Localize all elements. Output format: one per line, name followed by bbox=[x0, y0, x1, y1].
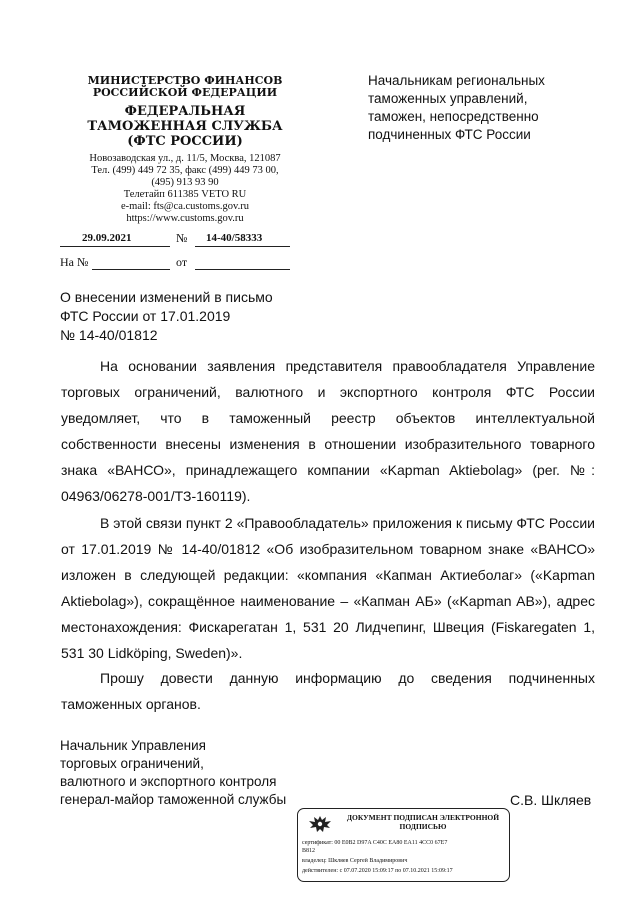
registration-number-label: № bbox=[176, 231, 188, 245]
body-paragraph-1: На основании заявления представителя правообладателя Управление торговых ограничений, валютного и экспортного контроля ФТС России уведомляет, что в таможенный реестр объектов интеллектуальной собственности внесены изменения в отношении изобразительного товарного знака «ВАНСО», принадлежащего компании «Kapman Aktiebolag» (рег. №: 04963/06278-001/ТЗ-160119). bbox=[61, 358, 595, 504]
addressee-line-3: таможен, непосредственно bbox=[368, 109, 539, 124]
stamp-validity: действителен: с 07.07.2020 15:09:17 по 07.10.2021 15:09:17 bbox=[302, 868, 453, 874]
addressee-line-2: таможенных управлений, bbox=[368, 91, 528, 106]
stamp-certificate: сертификат: 00 E0B2 D97A C40C EA80 EA11 4CC0 67E7 bbox=[302, 840, 448, 846]
stamp-certificate-cont: B812 bbox=[302, 848, 316, 854]
reference-from-label: от bbox=[176, 255, 188, 269]
sender-phone: Тел. (499) 449 72 35, факс (499) 449 73 00, bbox=[91, 165, 279, 176]
ministry-name bbox=[60, 75, 310, 99]
sender-email: e-mail: fts@ca.customs.gov.ru bbox=[121, 201, 249, 212]
registration-date-line bbox=[60, 246, 170, 247]
sender-teletype: Телетайп 611385 VETO RU bbox=[123, 189, 247, 200]
sender-contacts bbox=[60, 153, 310, 225]
stamp-title-line-2: ПОДПИСЬЮ bbox=[399, 822, 447, 831]
service-line-3: (ФТС РОССИИ) bbox=[127, 134, 243, 149]
sender-phone-2: (495) 913 93 90 bbox=[151, 177, 219, 188]
position-line-4: генерал-майор таможенной службы bbox=[60, 792, 287, 807]
sender-address: Новозаводская ул., д. 11/5, Москва, 121087 bbox=[89, 153, 281, 164]
subject-line-2: ФТС России от 17.01.2019 bbox=[60, 308, 231, 324]
electronic-signature-stamp bbox=[297, 808, 510, 882]
addressee-line-1: Начальникам региональных bbox=[368, 73, 545, 88]
eagle-emblem-icon bbox=[306, 813, 334, 837]
position-line-2: торговых ограничений, bbox=[60, 756, 204, 771]
ministry-line-1: МИНИСТЕРСТВО ФИНАНСОВ bbox=[87, 74, 283, 87]
addressee-line-4: подчиненных ФТС России bbox=[368, 127, 531, 142]
body-paragraph-2: В этой связи пункт 2 «Правообладатель» приложения к письму ФТС России от 17.01.2019 № 14-40/01812 «Об изобразительном товарном знаке «ВАНСО» изложен в следующей редакции: «компания «Капман Актиеболаг» («Kapman Aktiebolag»), сокращённое наименование – «Капман АБ» («Kapman AB»), адрес местонахождения: Фискарегатан 1, 531 20 Лидчепинг, Швеция (Fiskaregaten 1, 531 30 Lidköping, Sweden)». bbox=[61, 515, 595, 661]
service-line-2: ТАМОЖЕННАЯ СЛУЖБА bbox=[87, 119, 283, 134]
addressee bbox=[368, 72, 608, 144]
signatory-position bbox=[60, 737, 320, 809]
reference-number-line bbox=[92, 269, 170, 270]
service-line-1: ФЕДЕРАЛЬНАЯ bbox=[124, 104, 246, 119]
registration-number: 14-40/58333 bbox=[206, 232, 263, 244]
stamp-owner: владелец: Шкляев Сергей Владимирович bbox=[302, 858, 408, 864]
sender-website: https://www.customs.gov.ru bbox=[126, 213, 244, 224]
ministry-line-2: РОССИЙСКОЙ ФЕДЕРАЦИИ bbox=[92, 86, 278, 99]
subject-line-3: № 14-40/01812 bbox=[60, 327, 158, 343]
service-name bbox=[60, 104, 310, 149]
stamp-title bbox=[342, 813, 504, 831]
subject-line-1: О внесении изменений в письмо bbox=[60, 289, 273, 305]
registration-number-line bbox=[195, 246, 290, 247]
signatory-name: С.В. Шкляев bbox=[510, 792, 592, 808]
position-line-1: Начальник Управления bbox=[60, 738, 206, 753]
reference-date-line bbox=[195, 269, 290, 270]
stamp-title-line-1: ДОКУМЕНТ ПОДПИСАН ЭЛЕКТРОННОЙ bbox=[346, 813, 500, 822]
reference-label: На № bbox=[60, 255, 89, 269]
body-paragraph-3: Прошу довести данную информацию до сведения подчиненных таможенных органов. bbox=[61, 670, 595, 712]
letter-subject bbox=[60, 288, 320, 345]
position-line-3: валютного и экспортного контроля bbox=[60, 774, 277, 789]
registration-date: 29.09.2021 bbox=[82, 232, 132, 244]
